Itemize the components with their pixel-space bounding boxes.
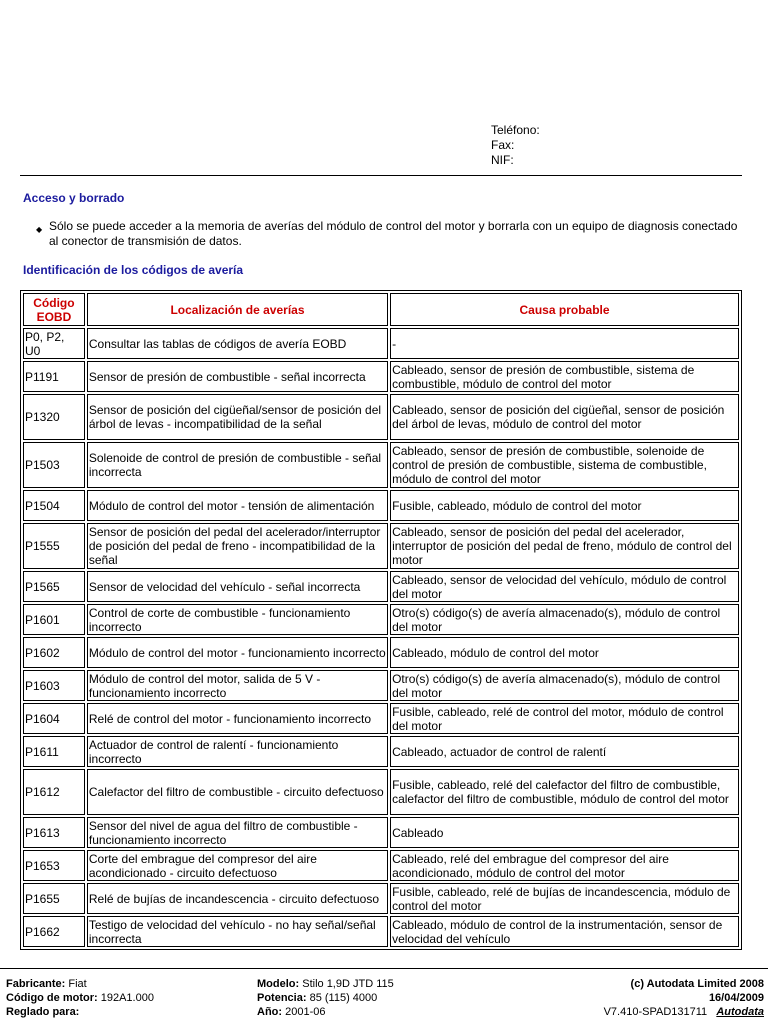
engine-code-label: Código de motor: [6, 992, 98, 1004]
location-cell: Actuador de control de ralentí - funcionamiento incorrecto [87, 736, 388, 767]
code-cell: P1191 [23, 361, 85, 392]
location-cell: Sensor de posición del cigüeñal/sensor de posición del árbol de levas - incompatibilidad de la señal [87, 394, 388, 440]
power-label: Potencia: [257, 992, 307, 1004]
table-row [23, 604, 739, 635]
header-divider [20, 175, 742, 176]
table-row [23, 670, 739, 701]
location-cell: Sensor de posición del pedal del acelerador/interruptor de posición del pedal de freno - incompatibilidad de la señal [87, 523, 388, 569]
table-row [23, 817, 739, 848]
location-cell: Testigo de velocidad del vehículo - no hay señal/señal incorrecta [87, 916, 388, 947]
table-header-row [23, 293, 739, 326]
location-cell: Sensor del nivel de agua del filtro de combustible - funcionamiento incorrecto [87, 817, 388, 848]
header-location: Localización de averías [87, 293, 388, 326]
power-value: 85 (115) 4000 [309, 992, 378, 1004]
table-row [23, 703, 739, 734]
cause-cell: Fusible, cableado, módulo de control del motor [390, 490, 739, 521]
contact-block [491, 123, 540, 168]
table-row [23, 328, 739, 359]
cause-cell: Otro(s) código(s) de avería almacenado(s), módulo de control del motor [390, 604, 739, 635]
version: V7.410-SPAD131711 [603, 1006, 708, 1018]
location-cell: Relé de bujías de incandescencia - circuito defectuoso [87, 883, 388, 914]
location-cell: Sensor de presión de combustible - señal incorrecta [87, 361, 388, 392]
table-row [23, 523, 739, 569]
manufacturer-value: Fiat [68, 978, 87, 990]
code-cell: P1655 [23, 883, 85, 914]
copyright: (c) Autodata Limited 2008 [630, 978, 764, 990]
table-row [23, 442, 739, 488]
cause-cell: Cableado, sensor de presión de combustible, sistema de combustible, módulo de control del motor [390, 361, 739, 392]
code-cell: P1613 [23, 817, 85, 848]
access-bullet [36, 219, 746, 249]
location-cell: Calefactor del filtro de combustible - circuito defectuoso [87, 769, 388, 815]
cause-cell: Cableado, relé del embrague del compresor del aire acondicionado, módulo de control del motor [390, 850, 739, 881]
manufacturer-label: Fabricante: [6, 978, 66, 990]
location-cell: Módulo de control del motor, salida de 5 V - funcionamiento incorrecto [87, 670, 388, 701]
cause-cell: Cableado, módulo de control del motor [390, 637, 739, 668]
bullet-diamond-icon: ◆ [36, 225, 43, 234]
code-cell: P1503 [23, 442, 85, 488]
cause-cell: Cableado, actuador de control de ralentí [390, 736, 739, 767]
fault-codes-table [20, 290, 742, 950]
cause-cell: - [390, 328, 739, 359]
location-cell: Consultar las tablas de códigos de avería EOBD [87, 328, 388, 359]
model-label: Modelo: [257, 978, 300, 990]
cause-cell: Cableado, sensor de presión de combustible, solenoide de control de presión de combustible, sistema de combustible, módulo de control del motor [390, 442, 739, 488]
location-cell: Control de corte de combustible - funcionamiento incorrecto [87, 604, 388, 635]
cause-cell: Cableado, módulo de control de la instrumentación, sensor de velocidad del vehículo [390, 916, 739, 947]
model-value: Stilo 1,9D JTD 115 [302, 978, 394, 990]
code-cell: P1604 [23, 703, 85, 734]
cause-cell: Fusible, cableado, relé de control del motor, módulo de control del motor [390, 703, 739, 734]
table-row [23, 850, 739, 881]
location-cell: Sensor de velocidad del vehículo - señal incorrecta [87, 571, 388, 602]
phone-label: Teléfono: [491, 123, 540, 137]
cause-cell: Otro(s) código(s) de avería almacenado(s), módulo de control del motor [390, 670, 739, 701]
table-row [23, 736, 739, 767]
code-cell: P1653 [23, 850, 85, 881]
cause-cell: Fusible, cableado, relé de bujías de incandescencia, módulo de control del motor [390, 883, 739, 914]
print-date: 16/04/2009 [708, 992, 764, 1004]
code-cell: P1601 [23, 604, 85, 635]
code-cell: P0, P2, U0 [23, 328, 85, 359]
location-cell: Módulo de control del motor - tensión de alimentación [87, 490, 388, 521]
footer-model-col [257, 977, 394, 1019]
fax-label: Fax: [491, 138, 515, 152]
year-label: Año: [257, 1006, 283, 1018]
access-bullet-text: Sólo se puede acceder a la memoria de averías del módulo de control del motor y borrarla con un equipo de diagnosis conectado al conector de transmisión de datos. [49, 219, 738, 248]
code-cell: P1320 [23, 394, 85, 440]
cause-cell: Cableado [390, 817, 739, 848]
code-cell: P1603 [23, 670, 85, 701]
cause-cell: Cableado, sensor de posición del cigüeñal, sensor de posición del árbol de levas, módulo de control del motor [390, 394, 739, 440]
table-row [23, 916, 739, 947]
cause-cell: Cableado, sensor de posición del pedal del acelerador, interruptor de posición del pedal de freno, módulo de control del motor [390, 523, 739, 569]
page-footer [0, 968, 768, 1025]
cause-cell: Cableado, sensor de velocidad del vehículo, módulo de control del motor [390, 571, 739, 602]
access-title: Acceso y borrado [23, 191, 125, 205]
footer-copyright-col [604, 977, 764, 1019]
codes-title: Identificación de los códigos de avería [23, 263, 244, 277]
code-cell: P1504 [23, 490, 85, 521]
table-row [23, 394, 739, 440]
nif-label: NIF: [491, 153, 514, 167]
table-row [23, 883, 739, 914]
location-cell: Corte del embrague del compresor del aire acondicionado - circuito defectuoso [87, 850, 388, 881]
header-cause: Causa probable [390, 293, 739, 326]
table-row [23, 637, 739, 668]
code-cell: P1555 [23, 523, 85, 569]
table-row [23, 490, 739, 521]
tuned-for-label: Reglado para: [6, 1006, 80, 1018]
autodata-logo: Autodata [716, 1006, 764, 1018]
code-cell: P1565 [23, 571, 85, 602]
table-row [23, 769, 739, 815]
table-row [23, 361, 739, 392]
table-row [23, 571, 739, 602]
year-value: 2001-06 [285, 1006, 326, 1018]
header-code: Código EOBD [23, 293, 85, 326]
location-cell: Módulo de control del motor - funcionamiento incorrecto [87, 637, 388, 668]
location-cell: Relé de control del motor - funcionamiento incorrecto [87, 703, 388, 734]
location-cell: Solenoide de control de presión de combustible - señal incorrecta [87, 442, 388, 488]
cause-cell: Fusible, cableado, relé del calefactor del filtro de combustible, calefactor del filtro de combustible, módulo de control del motor [390, 769, 739, 815]
code-cell: P1611 [23, 736, 85, 767]
footer-vehicle-col [6, 977, 154, 1019]
code-cell: P1662 [23, 916, 85, 947]
code-cell: P1612 [23, 769, 85, 815]
engine-code-value: 192A1.000 [100, 992, 154, 1004]
code-cell: P1602 [23, 637, 85, 668]
